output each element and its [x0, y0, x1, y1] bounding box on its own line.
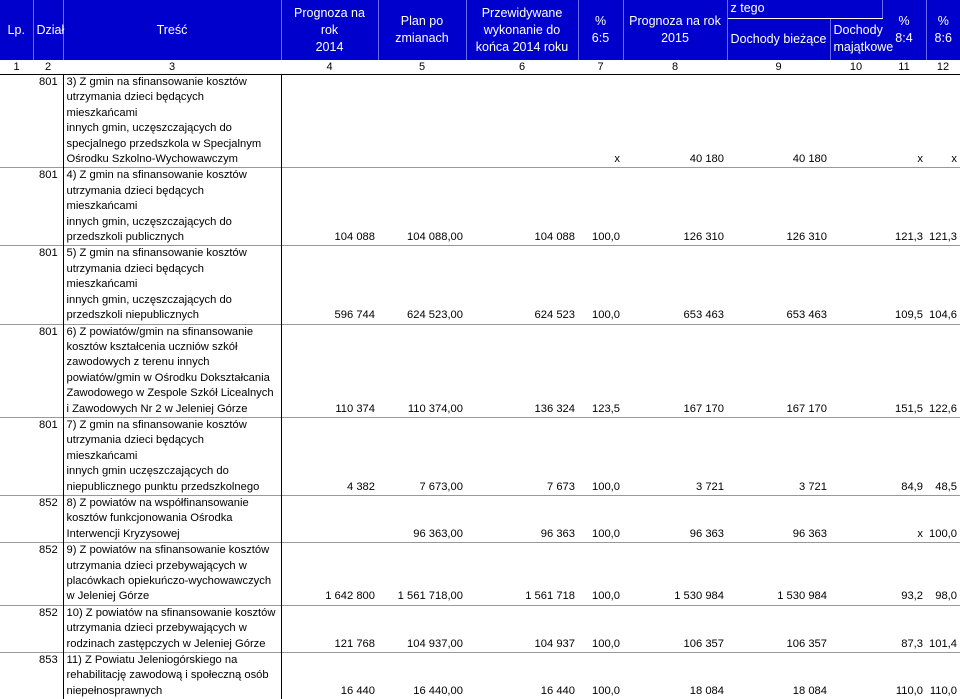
- cell-c11: x: [917, 153, 923, 166]
- tresc-line: utrzymania dzieci będących mieszkańcami: [66, 262, 204, 291]
- cell-tresc: [63, 324, 281, 417]
- cell-c7: 100,0: [592, 684, 620, 697]
- column-number: 6: [466, 60, 578, 75]
- tresc-line: zawodowych z terenu innych: [66, 356, 210, 369]
- cell-c8: 653 463: [683, 309, 724, 322]
- cell-c11: 109,5: [895, 309, 923, 322]
- cell-c5: 1 561 718,00: [397, 590, 463, 603]
- cell-c7: 100,0: [592, 309, 620, 322]
- cell-c9: 126 310: [786, 231, 827, 244]
- tresc-line: innych gmin, uczęszczających do: [66, 122, 232, 135]
- cell-c4: 121 768: [334, 637, 375, 650]
- cell-c10: [830, 605, 882, 652]
- cell-c11: 84,9: [901, 480, 923, 493]
- tresc-line: 9) Z powiatów na sfinansowanie kosztów: [66, 544, 270, 557]
- column-number: 7: [578, 60, 623, 75]
- tresc-line: przedszkoli niepublicznych: [66, 309, 199, 322]
- cell-c10: [830, 653, 882, 699]
- tresc-line: i Zawodowych Nr 2 w Jeleniej Górze: [66, 402, 248, 415]
- cell-dzial: 801: [39, 418, 58, 431]
- table-row: [0, 653, 960, 699]
- cell-c5: 7 673,00: [419, 480, 463, 493]
- cell-tresc: [63, 246, 281, 324]
- cell-c9: 3 721: [799, 480, 827, 493]
- cell-c8: 126 310: [683, 231, 724, 244]
- tresc-line: kosztów kształcenia uczniów szkół: [66, 340, 238, 353]
- col-header-pct-8-4: % 8:4: [882, 0, 926, 60]
- tresc-line: 8) Z powiatów na współfinansowanie: [66, 496, 249, 509]
- cell-dzial: 801: [39, 76, 58, 88]
- tresc-line: Ośrodku Szkolno-Wychowawczym: [66, 153, 238, 166]
- cell-dzial: 852: [39, 496, 58, 509]
- cell-c5: 110 374,00: [407, 402, 463, 415]
- cell-c6: [466, 75, 578, 168]
- cell-c6: 624 523: [534, 309, 575, 322]
- cell-c11: 110,0: [895, 684, 923, 697]
- cell-dzial: 801: [39, 169, 58, 182]
- cell-lp: [0, 246, 33, 324]
- tresc-line: utrzymania dzieci będących mieszkańcami: [66, 91, 204, 119]
- col-header-plan: Plan po zmianach: [378, 0, 466, 60]
- cell-c4: 4 382: [347, 480, 375, 493]
- column-number: 1: [0, 60, 33, 75]
- cell-c10: [830, 495, 882, 542]
- cell-lp: [0, 543, 33, 606]
- cell-c5: 96 363,00: [413, 527, 463, 540]
- cell-c11: 151,5: [895, 402, 923, 415]
- cell-c6: 136 324: [534, 402, 575, 415]
- cell-c8: 167 170: [683, 402, 724, 415]
- cell-dzial: 853: [39, 654, 58, 667]
- tresc-line: w Jeleniej Górze: [66, 590, 150, 603]
- cell-c10: [830, 246, 882, 324]
- cell-c12: x: [951, 153, 957, 166]
- tresc-line: 11) Z Powiatu Jeleniogórskiego na: [66, 654, 238, 667]
- cell-dzial: 801: [39, 247, 58, 260]
- cell-c12: 100,0: [929, 527, 957, 540]
- cell-c5: 624 523,00: [407, 309, 463, 322]
- col-header-pct-8-6: % 8:6: [926, 0, 960, 60]
- cell-c7: x: [614, 153, 620, 166]
- cell-c10: [830, 324, 882, 417]
- cell-c9: 40 180: [792, 153, 827, 166]
- cell-c12: 101,4: [929, 637, 957, 650]
- cell-dzial: 852: [39, 606, 58, 619]
- column-number: 9: [727, 60, 830, 75]
- tresc-line: innych gmin uczęszczających do: [66, 465, 229, 478]
- cell-c5: 104 088,00: [407, 231, 463, 244]
- table-row: [0, 75, 960, 168]
- tresc-line: utrzymania dzieci przebywających w: [66, 622, 247, 635]
- cell-c7: 100,0: [592, 231, 620, 244]
- cell-c4: 16 440: [340, 684, 375, 697]
- table-row: [0, 495, 960, 542]
- table-row: [0, 324, 960, 417]
- cell-c6: 1 561 718: [525, 590, 575, 603]
- cell-tresc: [63, 75, 281, 168]
- table-row: [0, 417, 960, 495]
- cell-c12: 48,5: [935, 480, 957, 493]
- cell-c7: 100,0: [592, 480, 620, 493]
- tresc-line: rodzinach zastępczych w Jeleniej Górze: [66, 637, 266, 650]
- tresc-line: utrzymania dzieci będących mieszkańcami: [66, 184, 204, 213]
- cell-c9: 106 357: [786, 637, 827, 650]
- tresc-line: 10) Z powiatów na sfinansowanie kosztów: [66, 606, 276, 619]
- cell-tresc: [63, 417, 281, 495]
- cell-c4: [281, 495, 378, 542]
- cell-lp: [0, 605, 33, 652]
- cell-c7: 123,5: [592, 402, 620, 415]
- cell-tresc: [63, 653, 281, 699]
- tresc-line: niepublicznego punktu przedszkolnego: [66, 480, 260, 493]
- table-row: [0, 246, 960, 324]
- tresc-line: placówkach opiekuńczo-wychowawczych: [66, 575, 272, 587]
- cell-lp: [0, 168, 33, 246]
- tresc-line: utrzymania dzieci będących mieszkańcami: [66, 434, 204, 462]
- tresc-line: 7) Z gmin na sfinansowanie kosztów: [66, 418, 247, 431]
- cell-c6: 7 673: [547, 480, 575, 493]
- cell-c12: 104,6: [929, 309, 957, 322]
- cell-c4: 104 088: [334, 231, 375, 244]
- cell-lp: [0, 417, 33, 495]
- cell-c4: [281, 75, 378, 168]
- table-row: [0, 605, 960, 652]
- cell-c4: 1 642 800: [325, 590, 375, 603]
- cell-c11: 121,3: [895, 231, 923, 244]
- cell-c9: 96 363: [792, 527, 827, 540]
- cell-c5: [378, 75, 466, 168]
- cell-dzial: 852: [39, 544, 58, 557]
- col-header-dochody-biezace: Dochody bieżące: [727, 18, 830, 60]
- column-number: 2: [33, 60, 63, 75]
- column-number: 4: [281, 60, 378, 75]
- cell-c8: 96 363: [689, 527, 724, 540]
- tresc-line: kosztów funkcjonowania Ośrodka: [66, 512, 233, 525]
- cell-c9: 1 530 984: [777, 590, 827, 603]
- tresc-line: innych gmin, uczęszczających do: [66, 293, 232, 306]
- col-header-dzial: Dział: [33, 0, 63, 60]
- col-header-prognoza-2015: Prognoza na rok 2015: [623, 0, 727, 60]
- cell-c9: 167 170: [786, 402, 827, 415]
- cell-c11: 87,3: [901, 637, 923, 650]
- tresc-line: 5) Z gmin na sfinansowanie kosztów: [66, 247, 247, 260]
- cell-c5: 16 440,00: [413, 684, 463, 697]
- col-header-przewidywane: Przewidywane wykonanie do końca 2014 roku: [466, 0, 578, 60]
- column-number: 8: [623, 60, 727, 75]
- cell-c10: [830, 168, 882, 246]
- col-header-tresc: Treść: [63, 0, 281, 60]
- cell-lp: [0, 495, 33, 542]
- cell-c4: 110 374: [335, 402, 375, 415]
- cell-c12: 98,0: [935, 590, 957, 603]
- tresc-line: 6) Z powiatów/gmin na sfinansowanie: [66, 325, 254, 338]
- cell-tresc: [63, 605, 281, 652]
- column-numbers-row: [0, 60, 960, 75]
- cell-lp: [0, 324, 33, 417]
- cell-c6: 104 088: [534, 231, 575, 244]
- column-number: 11: [882, 60, 926, 75]
- cell-c8: 1 530 984: [674, 590, 724, 603]
- cell-c12: 110,0: [929, 684, 957, 697]
- cell-dzial: 801: [39, 325, 58, 338]
- cell-c7: 100,0: [592, 527, 620, 540]
- cell-c5: 104 937,00: [407, 637, 463, 650]
- cell-c7: 100,0: [592, 590, 620, 603]
- col-header-lp: Lp.: [0, 0, 33, 60]
- cell-c10: [830, 417, 882, 495]
- tresc-line: innych gmin, uczęszczających do: [66, 215, 232, 228]
- col-header-dochody-majatkowe: Dochody majątkowe: [830, 18, 882, 60]
- tresc-line: przedszkoli publicznych: [66, 231, 185, 244]
- column-number: 10: [830, 60, 882, 75]
- cell-c8: 18 084: [689, 684, 724, 697]
- cell-tresc: [63, 495, 281, 542]
- column-number: 5: [378, 60, 466, 75]
- column-number: 3: [63, 60, 281, 75]
- cell-tresc: [63, 543, 281, 606]
- cell-c11: x: [917, 527, 923, 540]
- cell-tresc: [63, 168, 281, 246]
- cell-lp: [0, 653, 33, 699]
- tresc-line: 4) Z gmin na sfinansowanie kosztów: [66, 169, 247, 182]
- table-row: [0, 168, 960, 246]
- tresc-line: specjalnego przedszkola w Specjalnym: [66, 137, 262, 150]
- cell-c4: 596 744: [334, 309, 375, 322]
- tresc-line: Zawodowego w Zespole Szkół Licealnych: [66, 387, 274, 400]
- cell-c6: 104 937: [534, 637, 575, 650]
- tresc-line: powiatów/gmin w Ośrodku Dokształcania: [66, 371, 270, 384]
- col-header-z-tego: z tego: [727, 0, 882, 18]
- tresc-line: rehabilitację zawodową i społeczną osób: [66, 669, 269, 682]
- cell-c11: 93,2: [901, 590, 923, 603]
- tresc-line: utrzymania dzieci przebywających w: [66, 559, 247, 572]
- cell-c8: 3 721: [696, 480, 724, 493]
- cell-c9: 653 463: [786, 309, 827, 322]
- col-header-prognoza-2014: Prognoza na rok 2014: [281, 0, 378, 60]
- cell-c9: 18 084: [792, 684, 827, 697]
- cell-c10: [830, 75, 882, 168]
- cell-lp: [0, 75, 33, 168]
- cell-c10: [830, 543, 882, 606]
- column-number: 12: [926, 60, 960, 75]
- cell-c12: 122,6: [929, 402, 957, 415]
- col-header-pct-6-5: % 6:5: [578, 0, 623, 60]
- table-row: [0, 543, 960, 606]
- cell-c6: 16 440: [540, 684, 575, 697]
- tresc-line: 3) Z gmin na sfinansowanie kosztów: [66, 76, 247, 88]
- tresc-line: niepełnosprawnych: [66, 684, 163, 697]
- cell-c8: 40 180: [689, 153, 724, 166]
- cell-c8: 106 357: [683, 637, 724, 650]
- cell-c12: 121,3: [929, 231, 957, 244]
- cell-c7: 100,0: [592, 637, 620, 650]
- tresc-line: Interwencji Kryzysowej: [66, 527, 180, 540]
- cell-c6: 96 363: [540, 527, 575, 540]
